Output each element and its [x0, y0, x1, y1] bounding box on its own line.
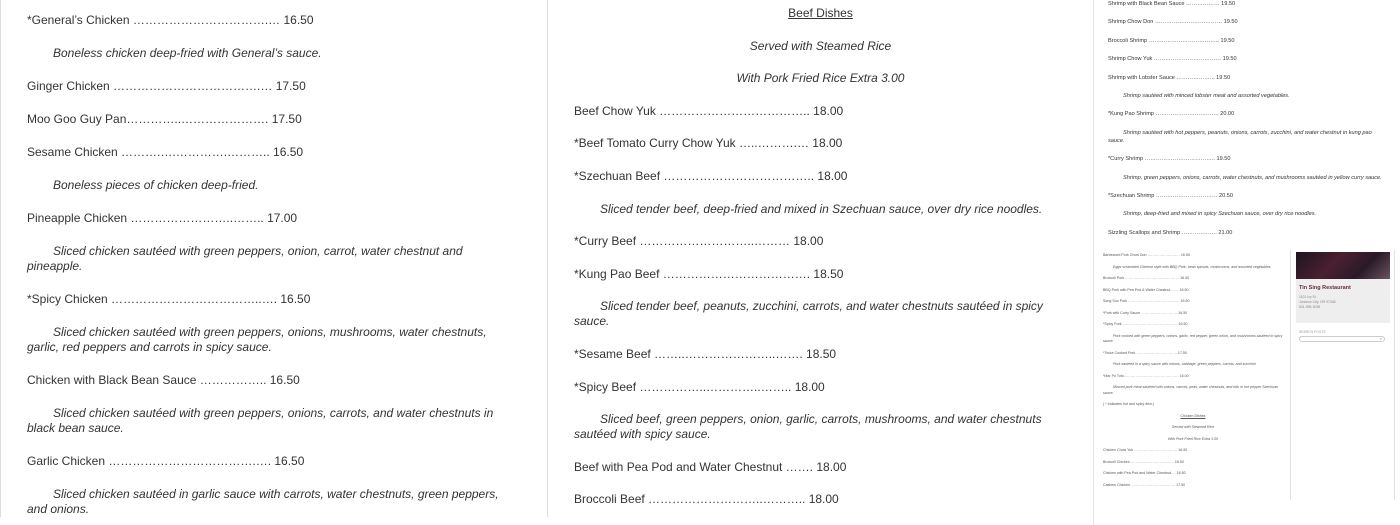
menu-item: Song Soo Pork ……………………………………. 16.50: [1103, 299, 1190, 303]
restaurant-info: [1296, 279, 1390, 323]
menu-item: Shrimp Chow Don ……………………………… 19.50: [1108, 19, 1238, 26]
menu-item-description: Sliced tender beef, deep-fried and mixed in Szechuan sauce, over dry rice noodles.: [600, 201, 1043, 216]
section-subheading: With Pork Fried Rice Extra 3.00: [1167, 436, 1219, 441]
menu-item: Moo Goo Guy Pan…………..…………………. 17.50: [27, 112, 302, 126]
menu-item: Sizzling Scallops and Shrimp ………………. 21.00: [1108, 229, 1233, 236]
restaurant-address: [1299, 295, 1387, 310]
menu-item: Barbecued Pork Chow Don ……………………… 16.50: [1103, 253, 1190, 257]
phone: 541-998-3038: [1299, 305, 1321, 309]
menu-item: Ginger Chicken ……………………………….… 17.50: [27, 79, 306, 93]
menu-item: *Curry Beef ………………………..……… 18.00: [574, 234, 824, 249]
menu-item: ( * Indicates hot and spicy dish.): [1103, 402, 1154, 406]
menu-item: *Spicy Beef ……………..…………..…….. 18.00: [574, 379, 825, 394]
menu-item-description: Minced pork meat sautéed with onions, carrots, peas, water chestnuts, and tofu in hot pepper Szechuan sauce.: [1103, 385, 1279, 395]
search-label: SEARCH POSTS: [1299, 330, 1326, 334]
section-subheading: With Pork Fried Rice Extra 3.00: [736, 71, 905, 86]
menu-item-description: Pork cooked with green peppers, onions, garlic, red pepper, green onion, and mushrooms sautéed in spicy sauce.: [1103, 333, 1283, 343]
menu-item: Sesame Chicken ……….….………….……….. 16.50: [27, 145, 304, 159]
section-heading: Chicken Dishes: [1180, 413, 1206, 418]
restaurant-photo: [1296, 252, 1390, 279]
menu-item-description: Sliced tender beef, peanuts, zucchini, carrots, and water chestnuts sautéed in spicy sauce.: [574, 299, 1043, 329]
menu-item: Shrimp with Lobster Sauce …………….….. 19.50: [1108, 74, 1231, 81]
menu-item: *Curry Shrimp ……………………………….. 19.50: [1108, 156, 1231, 163]
menu-item: Broccoli Pork ……………………………………… 16.50: [1103, 276, 1190, 280]
menu-item: *Spicy Pork ………………………………………. 16.50: [1103, 322, 1188, 326]
menu-item: *Kung Pao Beef ………………………………. 18.50: [574, 266, 844, 281]
menu-item: Chicken Chow Yuk ……………………………… 16.50: [1103, 448, 1188, 452]
section-subheading: Served with Steamed Rice: [1171, 425, 1215, 429]
menu-item: Broccoli Chicken ……………………………… 16.50: [1103, 459, 1184, 464]
menu-item-description: Sliced chicken sautéed with green peppers, onion, carrot, water chestnut and pineapple.: [27, 244, 463, 273]
address-line: 1101 Ivy St.: [1299, 295, 1317, 299]
search-input[interactable]: [1299, 336, 1385, 342]
menu-item-description: Shrimp sautéed with hot peppers, peanuts, onions, carrots, zucchini, and water chestnut in kung pao sauce.: [1108, 129, 1372, 144]
menu-item-description: Sliced chicken sautéed in garlic sauce with carrots, water chestnuts, green peppers, and onions.: [27, 487, 499, 516]
menu-item: *Mar Po Tofu ……………………………………… 16.00: [1103, 373, 1189, 378]
menu-item: *Szechuan Beef ……………………………….. 18.00: [574, 168, 848, 183]
menu-item-description: Sliced beef, green peppers, onion, garlic, carrots, mushrooms, and water chestnuts sautéed with spicy sauce.: [574, 412, 1042, 442]
menu-item: *Spicy Chicken ………………………………..…. 16.50: [27, 292, 311, 306]
menu-item-description: Boneless pieces of chicken deep-fried.: [53, 178, 259, 192]
menu-item-description: Sliced chicken sautéed with green peppers, onions, carrots, and water chestnuts in black bean sauce.: [27, 406, 494, 435]
menu-item: *Beef Tomato Curry Chow Yuk …..……….… 18.00: [574, 136, 843, 151]
sidebar: [1290, 250, 1395, 500]
menu-item: *General’s Chicken …………………………….… 16.50: [27, 13, 314, 27]
restaurant-name[interactable]: Tin Sing Restaurant: [1299, 285, 1351, 291]
menu-item-description: Sliced chicken sautéed with green peppers, onions, mushrooms, water chestnuts, garlic, red peppers and carrots in spicy sauce.: [27, 325, 487, 354]
menu-item-description: Shrimp sautéed with minced lobster meat and assorted vegetables.: [1123, 92, 1290, 99]
menu-item: Broccoli Beef ………………………..……….. 18.00: [574, 492, 839, 507]
menu-item-description: Pork sautéed in a spicy sauce with onions, cabbage, green peppers, carrots, and zucchini: [1113, 362, 1256, 366]
menu-item-description: Shrimp, deep-fried and mixed in spicy Szechuan sauce, over dry rice noodles.: [1123, 211, 1317, 218]
section-subheading: Served with Steamed Rice: [749, 38, 892, 53]
menu-item: Shrimp with Black Bean Sauce ……………… 19.50: [1108, 1, 1236, 7]
menu-item-description: Shrimp, green peppers, onions, carrots, water chestnuts, and mushrooms sautéed in yellow curry sauce.: [1123, 174, 1382, 181]
menu-item: Garlic Chicken ……………………………….…. 16.50: [27, 454, 305, 468]
menu-item: Beef Chow Yuk ……………………………….. 18.00: [574, 103, 844, 118]
menu-item: Pineapple Chicken ……………………..…….. 17.00: [27, 211, 298, 225]
menu-item: *Szechuan Shrimp …………………………… 20.50: [1108, 192, 1233, 199]
menu-item: *Twice Cooked Pork ……………………………. 17.50: [1103, 350, 1187, 355]
menu-item: Shrimp Chow Yuk ……………………………… 19.50: [1108, 56, 1237, 63]
pork-chicken-section: [1103, 253, 1283, 488]
section-heading: Beef Dishes: [788, 6, 853, 20]
search-icon[interactable]: ⚲: [1379, 337, 1382, 341]
menu-page-beef: [548, 0, 1094, 525]
menu-item: BBQ Pork with Pea Pod & Water Chestnut …… 16.50: [1103, 287, 1189, 292]
menu-page-chicken: [0, 0, 548, 517]
menu-item: Chicken with Black Bean Sauce …………….. 16.50: [27, 373, 300, 387]
menu-item: Beef with Pea Pod and Water Chestnut ……. 18.00: [574, 459, 847, 474]
menu-item: Broccoli Shrimp ……………………………….. 19.50: [1108, 37, 1235, 44]
menu-item-description: Eggs scrambled Chinese style with BBQ Pork, bean sprouts, mushrooms, and assorted vegetables.: [1113, 264, 1272, 269]
shrimp-section: [1108, 0, 1388, 237]
menu-item: Cashew Chicken ………………………………. 17.50: [1103, 482, 1186, 487]
address-line: Junction City, OR 97448: [1299, 300, 1336, 304]
menu-item: Chicken with Pea Pod and Water Chestnut…. 16.50: [1103, 471, 1186, 475]
menu-item: *Kung Pao Shrimp ……………………………. 20.00: [1108, 111, 1235, 118]
menu-item-description: Boneless chicken deep-fried with General’s sauce.: [53, 46, 322, 60]
menu-item: *Pork with Curry Sauce ………………………… 16.50: [1103, 310, 1188, 315]
menu-item: *Sesame Beef ……..…………………..……. 18.50: [574, 346, 837, 361]
